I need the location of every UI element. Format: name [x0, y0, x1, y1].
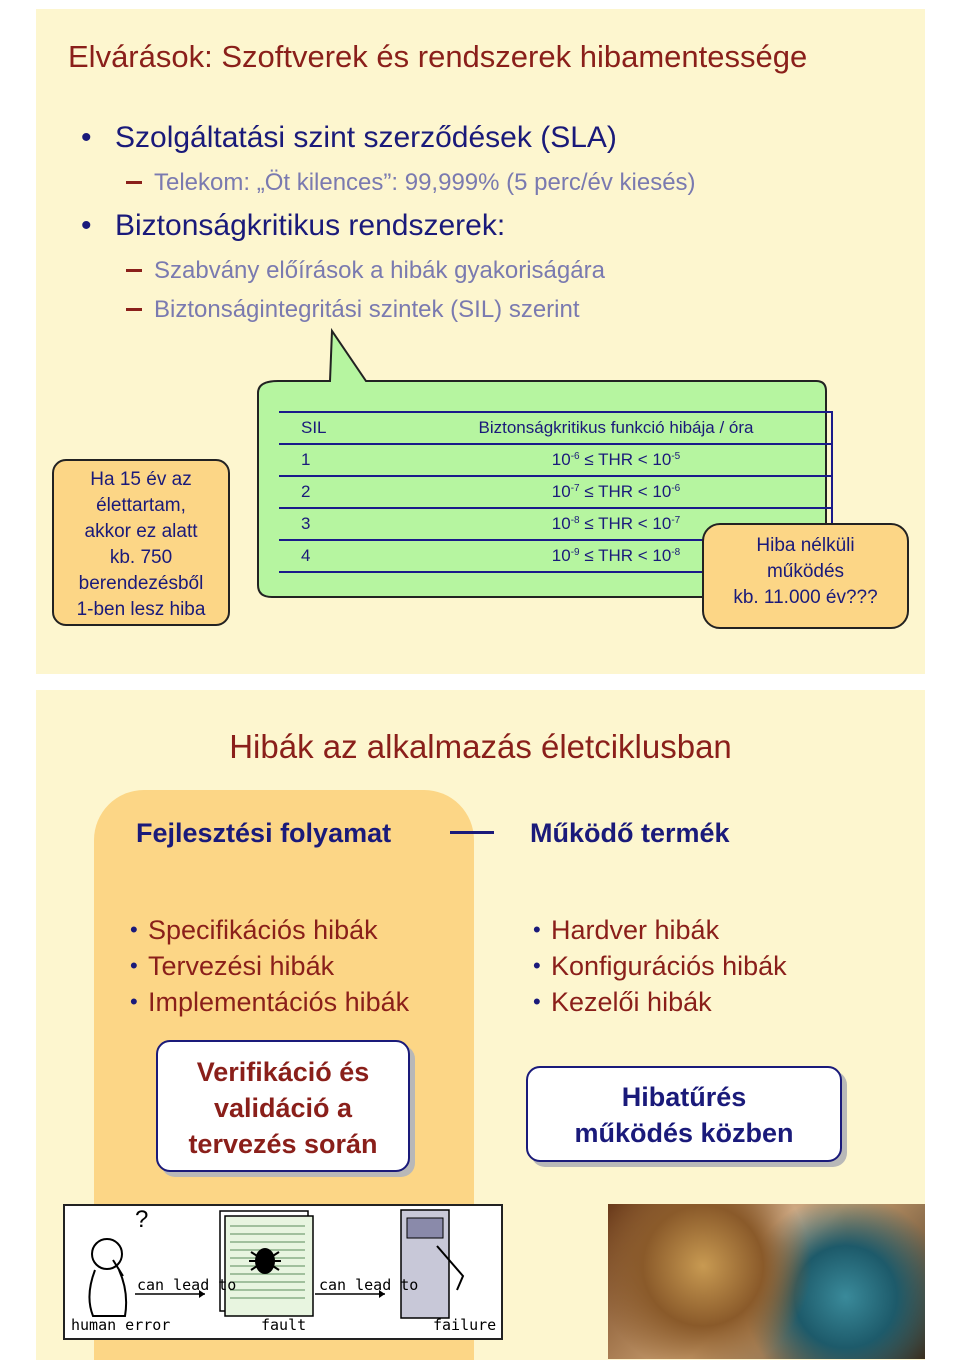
heading-development: Fejlesztési folyamat	[136, 818, 392, 848]
bullet-text: Biztonságkritikus rendszerek:	[115, 209, 506, 242]
table-row	[279, 476, 832, 508]
thr-range: $10^{-6}$ ≤ THR < $10^{-5}$	[401, 444, 831, 476]
divider-dash	[450, 831, 494, 834]
table-row	[279, 444, 832, 476]
thr-range: $10^{-8}$ ≤ THR < $10^{-7}$	[401, 508, 831, 540]
fault-label: fault	[261, 1316, 307, 1334]
list-item: • Hardver hibák	[533, 915, 720, 945]
question-mark: ?	[135, 1206, 149, 1233]
sil-level: 2	[279, 476, 401, 508]
human-error-label: human error	[71, 1316, 171, 1334]
list-item: • Specifikációs hibák	[130, 915, 378, 945]
list-item: • Tervezési hibák	[130, 951, 335, 981]
lead-label-1: can lead to	[137, 1276, 237, 1294]
hardware-photo	[608, 1204, 925, 1359]
thr-range: $10^{-9}$ ≤ THR < $10^{-8}$	[401, 540, 831, 572]
list-item: • Konfigurációs hibák	[533, 951, 787, 981]
header-sil: SIL	[279, 412, 401, 444]
list-item: • Kezelői hibák	[533, 987, 712, 1017]
lead-label-2: can lead to	[319, 1276, 419, 1294]
table-header-row	[279, 412, 832, 444]
header-failure-rate: Biztonságkritikus funkció hibája / óra	[401, 412, 831, 444]
heading-operation: Működő termék	[530, 818, 730, 848]
list-item: • Implementációs hibák	[130, 987, 410, 1017]
slide-title: Hibák az alkalmazás életciklusban	[229, 728, 732, 765]
note-failure-free: Hiba nélküli működés kb. 11.000 év???	[702, 523, 909, 629]
sil-level: 1	[279, 444, 401, 476]
thr-range: $10^{-7}$ ≤ THR < $10^{-6}$	[401, 476, 831, 508]
verification-box: Verifikáció és validáció a tervezés során	[156, 1040, 410, 1172]
sil-level: 4	[279, 540, 401, 572]
note-lifetime: Ha 15 év az élettartam, akkor ez alatt kb. 750 berendezésből 1-ben lesz hiba	[52, 459, 230, 626]
subbullet-text: Biztonságintegritási szintek (SIL) szerint	[154, 296, 580, 323]
error-chain-cartoon	[63, 1204, 503, 1340]
failure-label: failure	[433, 1316, 497, 1334]
development-error-list	[130, 912, 409, 1020]
fault-tolerance-box: Hibatűrés működés közben	[526, 1066, 842, 1162]
slide-title: Elvárások: Szoftverek és rendszerek hibamentessége	[68, 39, 808, 74]
slide-lifecycle-errors	[36, 690, 925, 1360]
bullet-text: Szolgáltatási szint szerződések (SLA)	[115, 121, 617, 154]
subbullet-text: Szabvány előírások a hibák gyakoriságára	[154, 257, 605, 284]
subbullet-text: Telekom: „Öt kilences”: 99,999% (5 perc/év kiesés)	[154, 169, 696, 196]
slide-expectations: Elvárások: Szoftverek és rendszerek hibamentessége • Szolgáltatási szint szerződések (SLA) Telekom: „Öt kilences”: 99,999% (5 perc/év kiesés) • Biztonságkritikus rendszerek: Szabvány előírások a hibák gyakoriságára Biztonságintegritási szintek (SIL) szerint SIL Biztonságkritikus funkció hibája / óra 1 $10^{-6}$ ≤ THR < $10^{-5}$ 2 $10^{-7}$ ≤ THR < $10^{-6}$ 3 $10^{-8}$ ≤ THR < $10^{-7}$ 4 $10^{-9}$ ≤ THR < $10^{-8}$ Ha 15 év az élettartam, akkor ez alatt kb. 750 berendezésből 1-ben lesz hiba Hiba nélküli működés kb. 11.000 év???	[36, 9, 925, 674]
operation-error-list	[533, 912, 787, 1020]
sil-level: 3	[279, 508, 401, 540]
